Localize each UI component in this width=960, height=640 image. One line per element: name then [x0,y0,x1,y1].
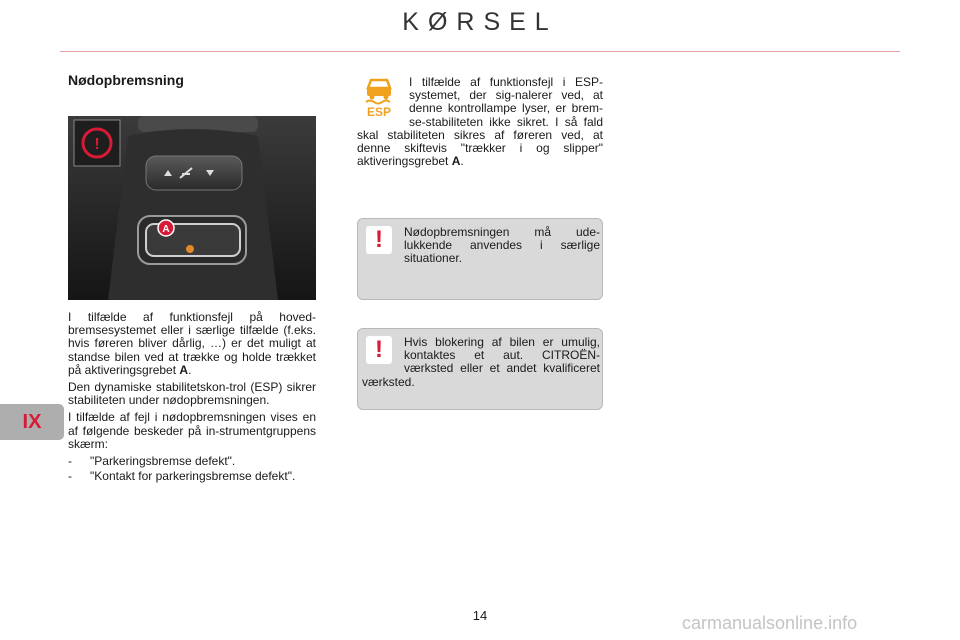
warning-text: Hvis blokering af bilen er umulig, kontaktes et aut. CITROËN-værksted eller et andet kvalificeret værksted. [362,335,600,389]
paragraph-emergency-braking: I tilfælde af funktionsfejl på hoved-bremsesystemet eller i særlige tilfælde (f.eks. hvis føreren bliver dårlig, …) er det muligt at standse bilen ved at trække og holde trækket på aktiveringsgrebet A. [68,310,316,377]
svg-text:ESP: ESP [366,105,392,118]
section-heading: Nødopbremsning [68,72,184,88]
exclamation-icon: ! [366,336,392,364]
list-item: - "Parkeringsbremse defekt". [68,454,236,469]
chapter-number: IX [22,411,42,433]
warning-text: Nødopbremsningen må ude-lukkende anvendes i særlige situationer. [404,225,600,266]
page-title: KØRSEL [402,8,558,36]
parking-brake-photo [68,116,316,300]
watermark: carmanualsonline.info [682,613,858,633]
chapter-tab [0,404,64,440]
lever-reference: A [451,154,461,169]
list-item: - "Kontakt for parkeringsbremse defekt". [68,469,296,484]
paragraph-fault: I tilfælde af fejl i nødopbremsningen vises en af følgende beskeder på in-strumentgruppens skærm: [68,410,316,451]
warning-box [357,328,603,410]
callout-a-label: A [162,224,170,235]
title-divider [60,51,900,52]
left-body-text [68,311,316,485]
lever-reference: A [179,362,189,377]
esp-note: I tilfælde af funktionsfejl i ESP-systemet, der sig-nalerer ved, at denne kontrollampe lyser, er brem-se-stabiliteten ikke sikret. I så fald skal stabiliteten sikres af føreren ved, at denne skiftevis "trækker i og slipper" aktiveringsgrebet A. [357,75,603,169]
paragraph-esp: Den dynamiske stabilitetskon-trol (ESP) sikrer stabiliteten under nødopbremsningen. [68,380,316,408]
svg-text:!: ! [94,136,100,153]
page-number: 14 [472,608,488,623]
warning-box [357,218,603,300]
exclamation-icon: ! [366,226,392,254]
